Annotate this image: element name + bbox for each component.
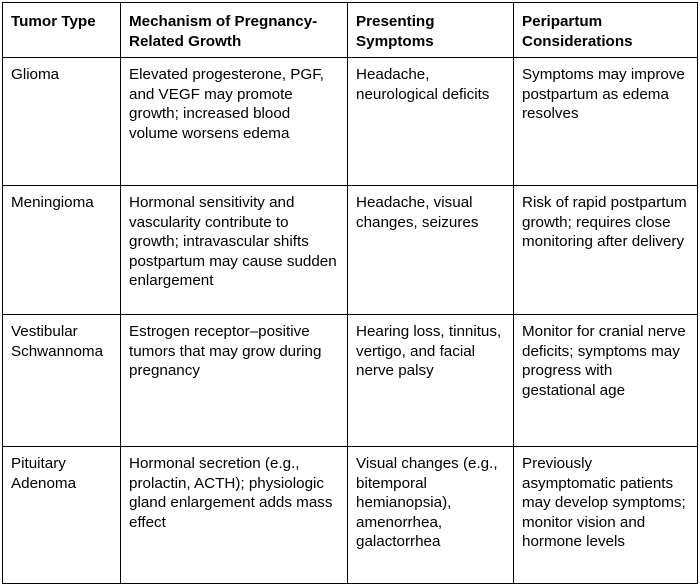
cell-tumor-type: Pituitary Adenoma <box>3 447 121 584</box>
table-row <box>3 447 698 584</box>
tumor-table <box>2 2 698 584</box>
header-peripartum-considerations: Peripartum Considerations <box>514 3 698 58</box>
tumor-table-container <box>2 2 697 584</box>
cell-tumor-type: Glioma <box>3 58 121 186</box>
cell-peripartum-considerations: Risk of rapid postpartum growth; requires close monitoring after delivery <box>514 186 698 315</box>
cell-tumor-type: Meningioma <box>3 186 121 315</box>
cell-peripartum-considerations: Symptoms may improve postpartum as edema resolves <box>514 58 698 186</box>
cell-tumor-type: Vestibular Schwannoma <box>3 315 121 447</box>
cell-mechanism: Elevated progesterone, PGF, and VEGF may promote growth; increased blood volume worsens edema <box>121 58 348 186</box>
cell-presenting-symptoms: Headache, neurological deficits <box>348 58 514 186</box>
cell-peripartum-considerations: Monitor for cranial nerve deficits; symptoms may progress with gestational age <box>514 315 698 447</box>
cell-mechanism: Hormonal sensitivity and vascularity contribute to growth; intravascular shifts postpartum may cause sudden enlargement <box>121 186 348 315</box>
header-mechanism: Mechanism of Pregnancy-Related Growth <box>121 3 348 58</box>
table-row <box>3 186 698 315</box>
header-presenting-symptoms: Presenting Symptoms <box>348 3 514 58</box>
cell-mechanism: Hormonal secretion (e.g., prolactin, ACTH); physiologic gland enlargement adds mass effect <box>121 447 348 584</box>
table-header-row <box>3 3 698 58</box>
cell-mechanism: Estrogen receptor–positive tumors that may grow during pregnancy <box>121 315 348 447</box>
cell-presenting-symptoms: Visual changes (e.g., bitemporal hemianopsia), amenorrhea, galactorrhea <box>348 447 514 584</box>
table-row <box>3 58 698 186</box>
header-tumor-type: Tumor Type <box>3 3 121 58</box>
cell-presenting-symptoms: Headache, visual changes, seizures <box>348 186 514 315</box>
table-row <box>3 315 698 447</box>
cell-presenting-symptoms: Hearing loss, tinnitus, vertigo, and facial nerve palsy <box>348 315 514 447</box>
cell-peripartum-considerations: Previously asymptomatic patients may develop symptoms; monitor vision and hormone levels <box>514 447 698 584</box>
